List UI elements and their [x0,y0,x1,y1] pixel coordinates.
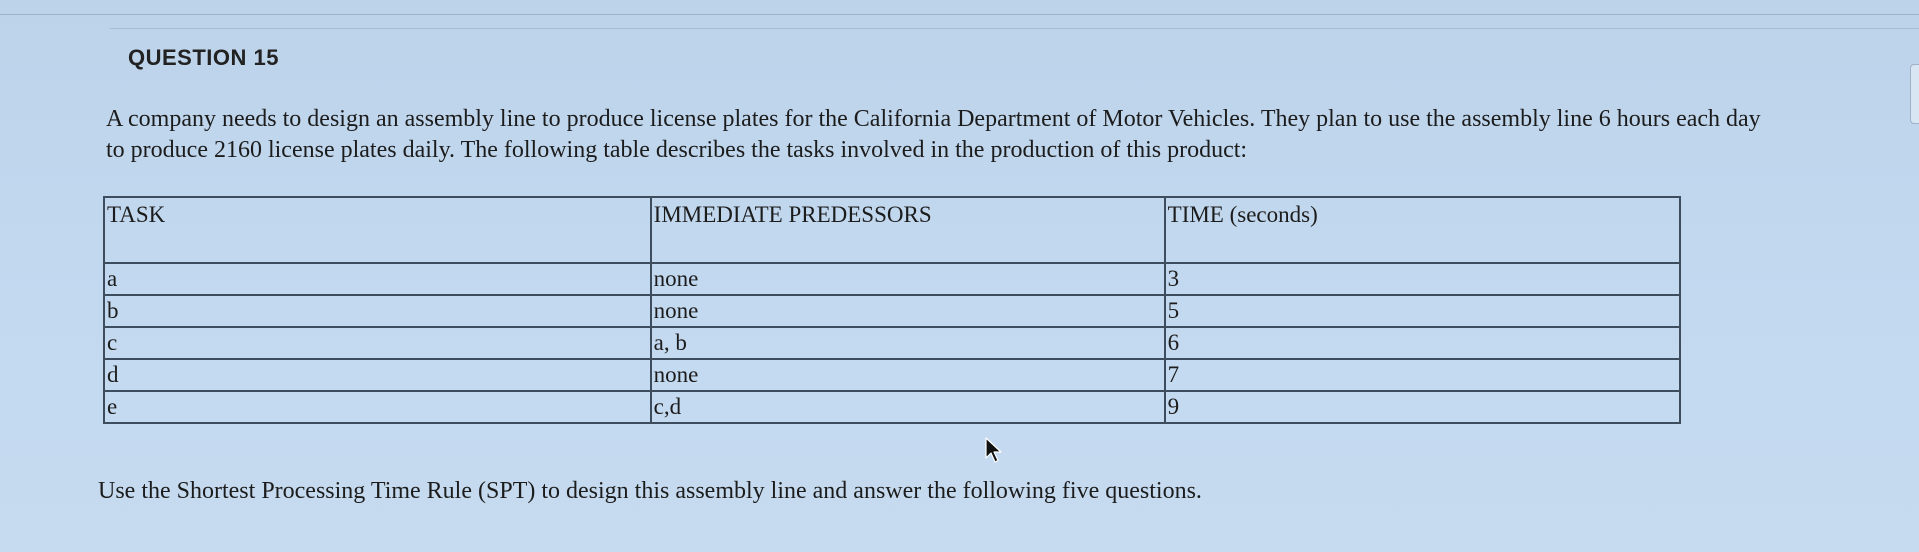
time-cell: 6 [1165,327,1680,359]
predecessors-cell: c,d [651,391,1165,423]
task-cell: e [104,391,651,423]
task-cell: b [104,295,651,327]
predecessors-cell: none [651,359,1165,391]
instructions-text: Use the Shortest Processing Time Rule (SPT) to design this assembly line and answer the following five questions. [98,478,1202,504]
header-predecessors: IMMEDIATE PREDESSORS [651,197,1165,263]
task-table [103,196,1681,424]
top-divider [0,14,1919,15]
header-task: TASK [104,197,651,263]
time-cell: 7 [1165,359,1680,391]
table-row [104,391,1680,423]
predecessors-cell: none [651,295,1165,327]
table-header-row [104,197,1680,263]
task-cell: d [104,359,651,391]
question-title: QUESTION 15 [128,45,279,70]
question-text: A company needs to design an assembly line to produce license plates for the California Department of Motor Vehicles. They plan to use the assembly line 6 hours each day to produce 2160 license plates daily. The following table describes the tasks involved in the production of this product: [106,106,1761,163]
task-cell: c [104,327,651,359]
table-row [104,295,1680,327]
time-cell: 3 [1165,263,1680,295]
table-row [104,263,1680,295]
scrollbar-tab[interactable] [1910,64,1919,124]
predecessors-cell: a, b [651,327,1165,359]
task-cell: a [104,263,651,295]
predecessors-cell: none [651,263,1165,295]
mouse-pointer-icon [985,437,1003,463]
table-row [104,327,1680,359]
table-row [104,359,1680,391]
time-cell: 5 [1165,295,1680,327]
time-cell: 9 [1165,391,1680,423]
header-time: TIME (seconds) [1165,197,1680,263]
question-panel-divider [110,28,1919,29]
